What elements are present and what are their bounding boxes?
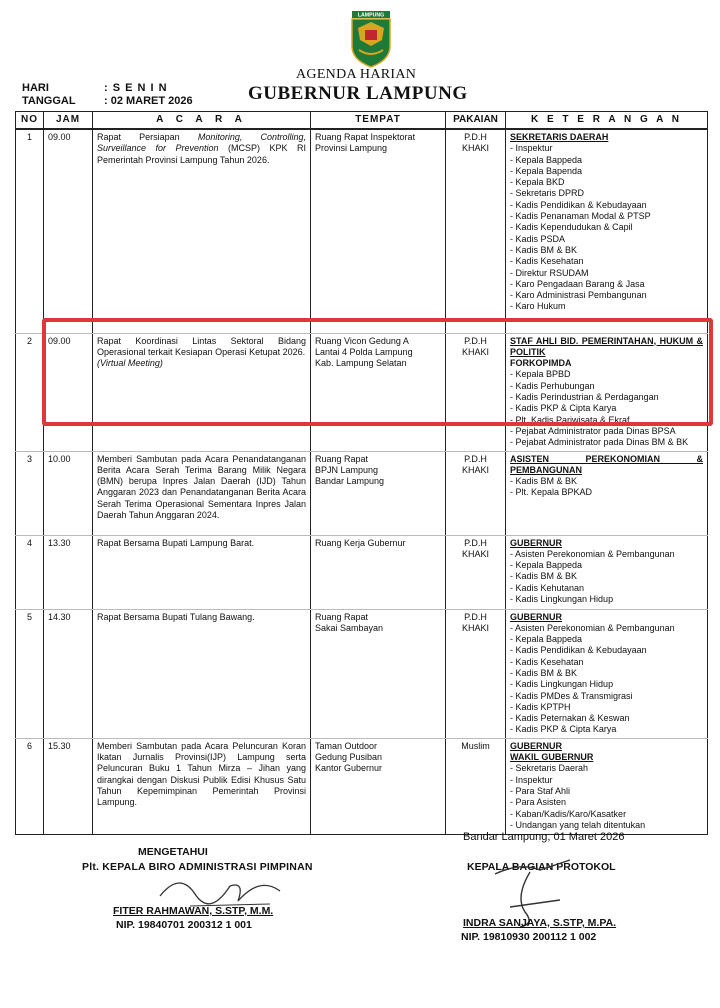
row-tempat: Ruang Kerja Gubernur (311, 535, 446, 609)
row-acara: Rapat Koordinasi Lintas Sektoral Bidang Operasional terkait Kesiapan Operasi Ketupat 2026. (Virtual Meeting) (93, 333, 311, 451)
row-no: 5 (16, 609, 44, 738)
hari-label: HARI (22, 82, 49, 94)
column-header-jam: JAM (44, 112, 93, 130)
row-no: 1 (16, 129, 44, 333)
hari-value: : S E N I N (104, 82, 168, 94)
footer-place-date: Bandar Lampung, 01 Maret 2026 (463, 831, 625, 843)
column-header-tempat: TEMPAT (311, 112, 446, 130)
row-no: 2 (16, 333, 44, 451)
table-row (16, 333, 708, 451)
row-tempat: Ruang Vicon Gedung A Lantai 4 Polda Lampung Kab. Lampung Selatan (311, 333, 446, 451)
row-pakaian: P.D.H KHAKI (446, 333, 506, 451)
row-keterangan: GUBERNUR WAKIL GUBERNUR - Sekretaris Daerah - Inspektur - Para Staf Ahli - Para Asisten - Kaban/Kadis/Karo/Kasatker - Undangan yang telah ditentukan (506, 738, 708, 834)
column-header-keterangan: K E T E R A N G A N (506, 112, 708, 130)
row-pakaian: Muslim (446, 738, 506, 834)
row-no: 4 (16, 535, 44, 609)
row-acara: Memberi Sambutan pada Acara Penandatanganan Berita Acara Serah Terima Barang Milik Negara (BMN) berupa Inpres Jalan Daerah (IJD) Tahun Anggaran 2023 dan Penandatanganan Berita Acara Serah Terima Operasional Sementara Inpres Jalan Daerah Tahun Anggaran 2024. (93, 451, 311, 535)
row-tempat: Taman Outdoor Gedung Pusiban Kantor Gubernur (311, 738, 446, 834)
row-acara: Rapat Persiapan Monitoring, Controlling, Surveillance for Prevention (MCSP) KPK RI Pemerintah Provinsi Lampung Tahun 2026. (93, 129, 311, 333)
row-keterangan: STAF AHLI BID. PEMERINTAHAN, HUKUM & POLITIK FORKOPIMDA - Kepala BPBD - Kadis Perhubungan - Kadis Perindustrian & Perdagangan - Kadis PKP & Cipta Karya - Plt. Kadis Pariwisata & Ekraf - Pejabat Administrator pada Dinas BPSA - Pejabat Administrator pada Dinas BM & BK (506, 333, 708, 451)
agenda-label: AGENDA HARIAN (296, 67, 417, 82)
tanggal-line (22, 95, 193, 107)
tanggal-value: : 02 MARET 2026 (104, 95, 193, 107)
row-no: 6 (16, 738, 44, 834)
row-jam: 15.30 (44, 738, 93, 834)
table-row (16, 451, 708, 535)
row-jam: 10.00 (44, 451, 93, 535)
ket-subheading: FORKOPIMDA (510, 358, 572, 369)
row-jam: 13.30 (44, 535, 93, 609)
logo-text: LAMPUNG (357, 12, 385, 19)
row-keterangan: GUBERNUR - Asisten Perekonomian & Pembangunan - Kepala Bappeda - Kadis BM & BK - Kadis Kehutanan - Kadis Lingkungan Hidup (506, 535, 708, 609)
column-header-acara: A C A R A (93, 112, 311, 130)
footer-left-name: FITER RAHMAWAN, S.STP, M.M. (113, 905, 274, 917)
row-keterangan: GUBERNUR - Asisten Perekonomian & Pembangunan - Kepala Bappeda - Kadis Pendidikan & Kebudayaan - Kadis Kesehatan - Kadis BM & BK - Kadis Lingkungan Hidup - Kadis PMDes & Transmigrasi - Kadis KPTPH - Kadis Peternakan & Keswan - Kadis PKP & Cipta Karya (506, 609, 708, 738)
row-keterangan: SEKRETARIS DAERAH - Inspektur - Kepala Bappeda - Kepala Bapenda - Kepala BKD - Sekretaris DPRD - Kadis Pendidikan & Kebudayaan - Kadis Penanaman Modal & PTSP - Kadis Kependudukan & Capil - Kadis PSDA - Kadis BM & BK - Kadis Kesehatan - Direktur RSUDAM - Karo Pengadaan Barang & Jasa - Karo Administrasi Pembangunan - Karo Hukum (506, 129, 708, 333)
row-tempat: Ruang Rapat BPJN Lampung Bandar Lampung (311, 451, 446, 535)
column-header-no: NO (16, 112, 44, 130)
table-row (16, 609, 708, 738)
footer-left-title: MENGETAHUI (138, 846, 208, 858)
tanggal-label: TANGGAL (22, 95, 76, 107)
row-pakaian: P.D.H KHAKI (446, 609, 506, 738)
row-acara: Rapat Bersama Bupati Tulang Bawang. (93, 609, 311, 738)
row-keterangan: ASISTEN PEREKONOMIAN & PEMBANGUNAN - Kadis BM & BK - Plt. Kepala BPKAD (506, 451, 708, 535)
row-acara: Rapat Bersama Bupati Lampung Barat. (93, 535, 311, 609)
footer-right-position: KEPALA BAGIAN PROTOKOL (467, 861, 616, 873)
hari-line (22, 82, 168, 94)
lampung-emblem-logo (349, 10, 393, 68)
row-pakaian: P.D.H KHAKI (446, 451, 506, 535)
ket-heading: ASISTEN PEREKONOMIAN & PEMBANGUNAN (510, 453, 703, 475)
ket-heading: SEKRETARIS DAERAH (510, 132, 609, 142)
table-row (16, 535, 708, 609)
table-header-row (16, 112, 708, 130)
row-jam: 09.00 (44, 333, 93, 451)
ket-heading: GUBERNUR (510, 537, 563, 548)
page-title: GUBERNUR LAMPUNG (248, 83, 468, 104)
table-row (16, 129, 708, 333)
ket-heading-2: WAKIL GUBERNUR (510, 752, 594, 763)
row-tempat: Ruang Rapat Inspektorat Provinsi Lampung (311, 129, 446, 333)
row-pakaian: P.D.H KHAKI (446, 129, 506, 333)
footer-left-nip: NIP. 19840701 200312 1 001 (116, 919, 252, 931)
table-row (16, 738, 708, 834)
footer-right-name: INDRA SANJAYA, S.STP, M.PA. (463, 917, 617, 929)
row-jam: 14.30 (44, 609, 93, 738)
agenda-table (15, 111, 708, 835)
column-header-pakaian: PAKAIAN (446, 112, 506, 130)
row-jam: 09.00 (44, 129, 93, 333)
row-acara: Memberi Sambutan pada Acara Peluncuran Koran Ikatan Jurnalis Provinsi(IJP) Lampung serta Peluncuran Buku 1 Tahun Mirza – Jihan yang dirangkai dengan Diskusi Publik Edisi Khusus Satu Tahun Kepemimpinan Pemerintah Provinsi Lampung. (93, 738, 311, 834)
row-tempat: Ruang Rapat Sakai Sambayan (311, 609, 446, 738)
ket-heading: GUBERNUR (510, 740, 563, 751)
ket-heading: STAF AHLI BID. PEMERINTAHAN, HUKUM & POLITIK (510, 335, 703, 357)
row-pakaian: P.D.H KHAKI (446, 535, 506, 609)
row-no: 3 (16, 451, 44, 535)
footer-left-position: Plt. KEPALA BIRO ADMINISTRASI PIMPINAN (82, 861, 313, 873)
ket-heading: GUBERNUR (510, 611, 563, 622)
footer-right-nip: NIP. 19810930 200112 1 002 (461, 931, 597, 943)
